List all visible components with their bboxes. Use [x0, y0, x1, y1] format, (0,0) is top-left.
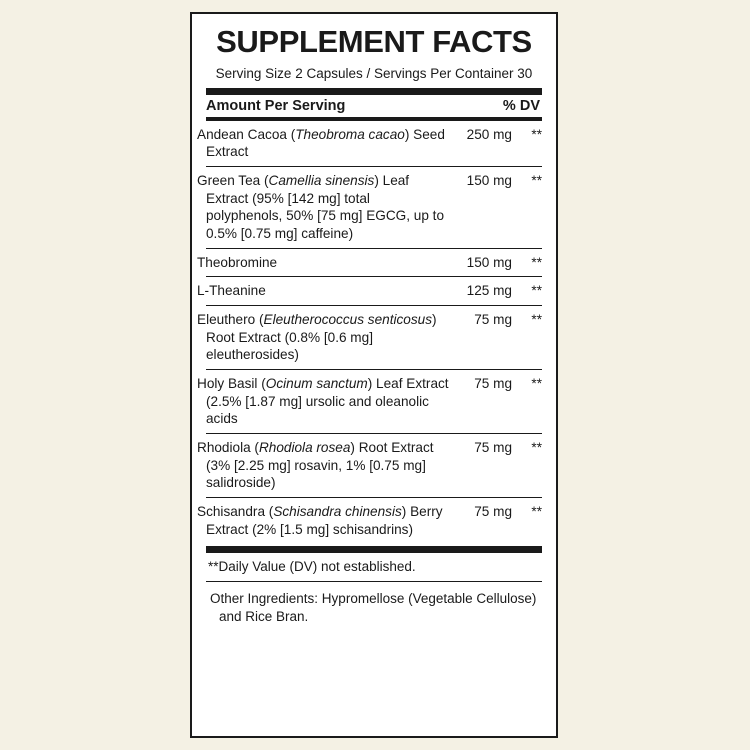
table-row: [206, 369, 542, 433]
ingredient-name: Green Tea (Camellia sinensis) Leaf Extract (95% [142 mg] total polyphenols, 50% [75 mg] EGCG, up to 0.5% [0.75 mg] caffeine): [206, 166, 450, 248]
ingredients-table: [197, 121, 542, 544]
table-row: [206, 433, 542, 497]
ingredient-name: Rhodiola (Rhodiola rosea) Root Extract (3% [2.25 mg] rosavin, 1% [0.75 mg] salidroside): [206, 433, 450, 497]
ingredient-amount: 75 mg: [474, 503, 512, 519]
ingredient-name: Eleuthero (Eleutherococcus senticosus) Root Extract (0.8% [0.6 mg] eleutherosides): [206, 305, 450, 369]
ingredient-name: L-Theanine: [206, 277, 450, 306]
ingredient-amount: 150 mg: [450, 166, 512, 248]
page-title: SUPPLEMENT FACTS: [216, 24, 532, 59]
supplement-facts-panel: [190, 12, 558, 738]
ingredient-amount: 125 mg: [450, 277, 512, 306]
table-row: [206, 166, 542, 248]
ingredient-name: Theobromine: [206, 248, 450, 277]
ingredient-dv: **: [512, 277, 542, 306]
daily-value-footnote: **Daily Value (DV) not established.: [208, 559, 416, 575]
other-ingredients-section: [206, 582, 542, 626]
table-row: [206, 121, 542, 167]
ingredient-dv: **: [512, 305, 542, 369]
ingredient-amount: 75 mg: [450, 369, 512, 433]
table-header-row: [206, 95, 542, 117]
serving-info: Serving Size 2 Capsules / Servings Per Container 30: [215, 65, 533, 81]
ingredients-table-body: [197, 121, 542, 544]
divider-thick-top: [206, 88, 542, 95]
ingredient-dv: **: [512, 121, 542, 167]
ingredient-dv: **: [512, 248, 542, 277]
ingredient-amount: 75 mg: [450, 305, 512, 369]
ingredient-name: Holy Basil (Ocinum sanctum) Leaf Extract (2.5% [1.87 mg] ursolic and oleanolic acids: [206, 369, 450, 433]
divider-thick-bottom: [206, 546, 542, 553]
ingredient-dv: **: [531, 503, 542, 519]
table-row: [206, 248, 542, 277]
ingredient-amount: 150 mg: [450, 248, 512, 277]
table-row: [206, 305, 542, 369]
other-ingredients-text: Other Ingredients: Hypromellose (Vegetable Cellulose) and Rice Bran.: [210, 591, 537, 625]
ingredient-dv: **: [512, 369, 542, 433]
ingredient-amount: 250 mg: [450, 121, 512, 167]
ingredient-dv: **: [512, 433, 542, 497]
ingredient-name: Schisandra (Schisandra chinensis) Berry Extract (2% [1.5 mg] schisandrins): [197, 503, 443, 537]
amount-per-serving-header: Amount Per Serving: [206, 97, 346, 114]
ingredient-name: Andean Cacoa (Theobroma cacao) Seed Extract: [206, 121, 450, 167]
table-row: [206, 277, 542, 306]
ingredient-amount: 75 mg: [450, 433, 512, 497]
percent-dv-header: % DV: [502, 97, 540, 114]
ingredient-dv: **: [512, 166, 542, 248]
table-row: [206, 497, 542, 543]
